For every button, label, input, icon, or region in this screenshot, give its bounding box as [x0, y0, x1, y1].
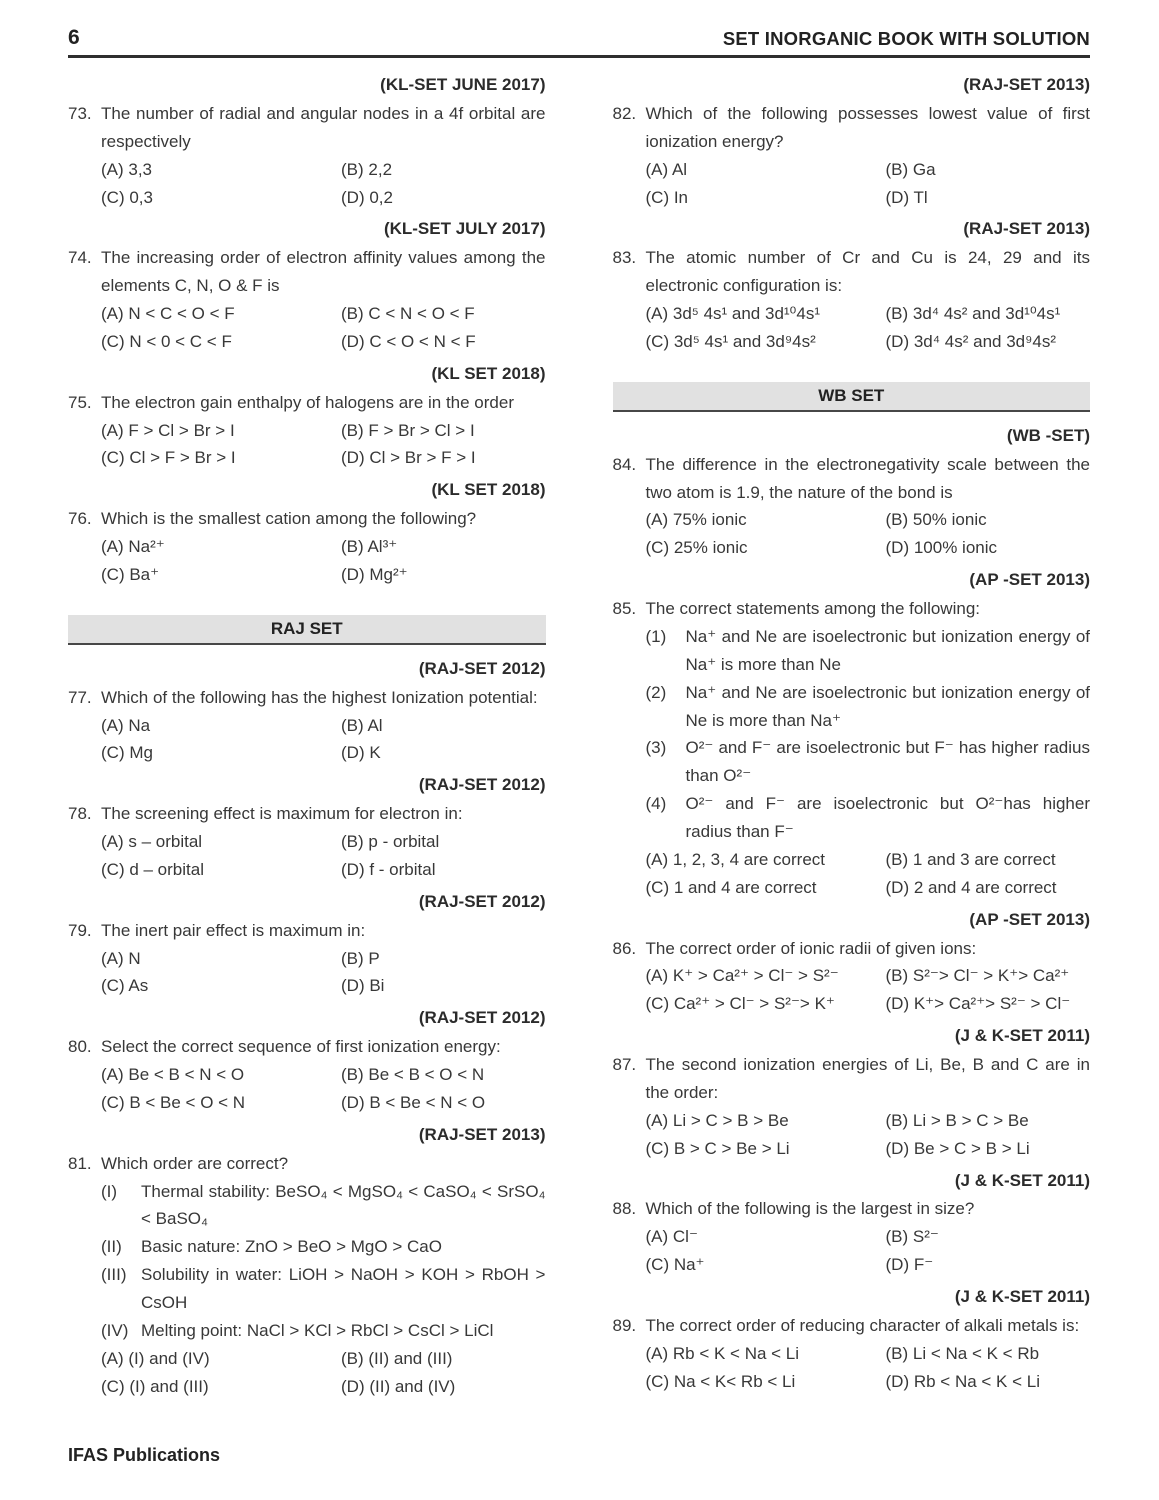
question-73	[68, 100, 546, 212]
exam-tag: (AP -SET 2013)	[969, 570, 1090, 590]
option-row	[646, 874, 1091, 902]
option-c: (C) 0,3	[101, 187, 153, 207]
exam-tag: (RAJ-SET 2012)	[418, 891, 546, 911]
option-a: (A) Rb < K < Na < Li	[645, 1343, 800, 1363]
question-text: Which of the following possesses lowest value of first ionization energy?	[645, 103, 1090, 151]
statement-text: Na⁺ and Ne are isoelectronic but ionization energy of Ne is more than Na⁺	[685, 682, 1090, 730]
option-b: (B) Al³⁺	[341, 537, 398, 556]
option-c: (C) d – orbital	[101, 859, 204, 879]
option-row	[646, 328, 1091, 356]
option-row	[646, 1135, 1091, 1163]
exam-tag: (KL SET 2018)	[431, 363, 546, 383]
question-body	[101, 684, 546, 768]
option-a: (A) Cl⁻	[645, 1227, 698, 1247]
option-a: (A) s – orbital	[101, 832, 203, 851]
exam-tag: (KL SET 2018)	[431, 480, 546, 500]
option-d: (D) Rb < Na < K < Li	[885, 1371, 1040, 1391]
question-body	[646, 935, 1091, 1019]
question-body	[101, 244, 546, 356]
option-d: (D) Mg²⁺	[341, 564, 408, 584]
question-text: The increasing order of electron affinity values among the elements C, N, O & F is	[101, 248, 546, 296]
option-b: (B) 1 and 3 are correct	[885, 849, 1056, 869]
statement-label: (II)	[101, 1237, 122, 1257]
question-text: The correct statements among the following:	[645, 599, 980, 618]
question-text: The difference in the electronegativity scale between the two atom is 1.9, the nature of the bond is	[645, 454, 1090, 502]
statement	[646, 623, 1091, 679]
option-row	[101, 828, 546, 856]
question-text: The electron gain enthalpy of halogens are in the order	[101, 392, 514, 412]
option-b: (B) 50% ionic	[885, 510, 987, 530]
option-row	[101, 1373, 546, 1401]
question-body	[101, 1033, 546, 1117]
option-a: (A) Be < B < N < O	[101, 1065, 245, 1084]
question-body	[646, 451, 1091, 563]
question-79	[68, 917, 546, 1001]
exam-tag: (KL-SET JUNE 2017)	[380, 75, 546, 94]
statement-label: (3)	[645, 738, 667, 758]
option-c: (C) 25% ionic	[645, 538, 748, 558]
statement-text: Melting point: NaCl > KCl > RbCl > CsCl > LiCl	[141, 1320, 494, 1340]
question-number: 74.	[68, 248, 92, 268]
exam-tag: (J & K-SET 2011)	[954, 1170, 1090, 1190]
question-86	[613, 935, 1091, 1019]
exam-tag: (J & K-SET 2011)	[954, 1026, 1090, 1046]
question-74	[68, 244, 546, 356]
publisher-footer: IFAS Publications	[68, 1445, 221, 1465]
section-header-label: WB SET	[818, 385, 885, 405]
option-b: (B) C < N < O < F	[341, 304, 475, 323]
option-d: (D) Be > C > B > Li	[885, 1138, 1030, 1158]
question-text: The atomic number of Cr and Cu is 24, 29 and its electronic configuration is:	[645, 248, 1090, 296]
option-row	[646, 1107, 1091, 1135]
statement-label: (4)	[645, 794, 667, 814]
question-body	[646, 1051, 1091, 1163]
option-row	[646, 990, 1091, 1018]
option-d: (D) Tl	[885, 187, 928, 207]
question-87	[613, 1051, 1091, 1163]
option-b: (B) (II) and (III)	[341, 1348, 453, 1368]
statement-label: (IV)	[101, 1320, 129, 1340]
option-d: (D) 3d⁴ 4s² and 3d⁹4s²	[885, 331, 1057, 351]
statement-text: O²⁻ and F⁻ are isoelectronic but F⁻ has higher radius than O²⁻	[685, 738, 1090, 786]
exam-tag: (RAJ-SET 2013)	[418, 1124, 546, 1144]
option-d: (D) C < O < N < F	[341, 331, 476, 351]
option-row	[646, 846, 1091, 874]
question-body	[101, 917, 546, 1001]
option-row	[101, 300, 546, 328]
option-row	[101, 1061, 546, 1089]
option-d: (D) (II) and (IV)	[341, 1376, 456, 1396]
option-row	[101, 328, 546, 356]
option-row	[646, 962, 1091, 990]
question-text: The number of radial and angular nodes in a 4f orbital are respectively	[101, 103, 546, 151]
option-c: (C) (I) and (III)	[101, 1376, 209, 1396]
option-b: (B) Li > B > C > Be	[885, 1110, 1029, 1130]
option-b: (B) Be < B < O < N	[341, 1065, 485, 1084]
statement	[101, 1317, 546, 1345]
option-row	[101, 972, 546, 1000]
option-c: (C) Na⁺	[645, 1255, 705, 1275]
question-84	[613, 451, 1091, 563]
question-text: Which is the smallest cation among the following?	[101, 509, 477, 529]
option-row	[646, 1340, 1091, 1368]
statement-text: Na⁺ and Ne are isoelectronic but ionization energy of Na⁺ is more than Ne	[685, 626, 1090, 674]
option-c: (C) Cl > F > Br > I	[101, 448, 236, 468]
column-right	[613, 70, 1091, 1405]
exam-tag: (RAJ-SET 2013)	[963, 219, 1090, 239]
option-row	[101, 184, 546, 212]
option-a: (A) (I) and (IV)	[101, 1348, 210, 1368]
option-c: (C) B < Be < O < N	[101, 1092, 246, 1112]
option-row	[101, 945, 546, 973]
statement	[646, 790, 1091, 846]
option-a: (A) Li > C > B > Be	[645, 1110, 789, 1130]
option-a: (A) 3,3	[101, 159, 153, 179]
question-number: 84.	[612, 454, 637, 474]
option-b: (B) Ga	[885, 159, 936, 179]
question-number: 73.	[68, 103, 92, 123]
question-number: 83.	[612, 248, 637, 268]
question-82	[613, 100, 1091, 212]
question-85	[613, 595, 1091, 902]
statement-label: (2)	[645, 682, 667, 702]
option-row	[101, 1089, 546, 1117]
page-header	[68, 26, 1090, 58]
statement-text: Basic nature: ZnO > BeO > MgO > CaO	[141, 1237, 442, 1257]
question-number: 89.	[612, 1315, 637, 1335]
option-a: (A) N	[101, 948, 141, 968]
option-a: (A) N < C < O < F	[101, 304, 235, 323]
option-b: (B) 3d⁴ 4s² and 3d¹⁰4s¹	[885, 304, 1061, 323]
option-b: (B) F > Br > Cl > I	[341, 420, 475, 440]
question-text: The correct order of ionic radii of given ions:	[645, 938, 977, 958]
option-c: (C) As	[101, 976, 149, 996]
option-a: (A) K⁺ > Ca²⁺ > Cl⁻ > S²⁻	[645, 966, 839, 986]
question-number: 82.	[612, 103, 637, 123]
question-83	[613, 244, 1091, 356]
option-row	[646, 506, 1091, 534]
question-body	[646, 1195, 1091, 1279]
question-text: The inert pair effect is maximum in:	[101, 920, 366, 940]
option-d: (D) Cl > Br > F > I	[341, 448, 476, 468]
option-row	[646, 534, 1091, 562]
option-d: (D) K⁺> Ca²⁺> S²⁻ > Cl⁻	[885, 994, 1071, 1014]
question-75	[68, 389, 546, 473]
option-c: (C) Ba⁺	[101, 564, 160, 584]
question-body	[101, 505, 546, 589]
question-number: 78.	[68, 804, 92, 824]
question-body	[646, 595, 1091, 902]
option-b: (B) S²⁻> Cl⁻ > K⁺> Ca²⁺	[885, 966, 1070, 986]
option-row	[101, 561, 546, 589]
option-d: (D) B < Be < N < O	[341, 1092, 486, 1112]
page-title: SET INORGANIC BOOK WITH SOLUTION	[722, 28, 1090, 49]
exam-tag: (J & K-SET 2011)	[954, 1287, 1090, 1306]
section-header	[68, 615, 546, 645]
statement	[101, 1261, 546, 1317]
question-78	[68, 800, 546, 884]
option-d: (D) K	[341, 743, 381, 763]
question-80	[68, 1033, 546, 1117]
page-number: 6	[68, 26, 80, 49]
exam-tag: (AP -SET 2013)	[969, 909, 1090, 929]
statement-label: (I)	[101, 1181, 118, 1201]
question-text: Which of the following has the highest Ionization potential:	[101, 687, 538, 707]
question-76	[68, 505, 546, 589]
option-c: (C) Ca²⁺ > Cl⁻ > S²⁻> K⁺	[645, 994, 835, 1014]
question-body	[101, 389, 546, 473]
question-body	[646, 100, 1091, 212]
statement-label: (III)	[101, 1265, 127, 1285]
question-text: The correct order of reducing character of alkali metals is:	[645, 1315, 1080, 1335]
question-number: 87.	[612, 1055, 637, 1074]
option-row	[101, 1345, 546, 1373]
option-row	[646, 300, 1091, 328]
question-number: 88.	[612, 1199, 637, 1219]
option-row	[646, 1223, 1091, 1251]
option-a: (A) 1, 2, 3, 4 are correct	[645, 849, 826, 869]
option-b: (B) 2,2	[341, 159, 393, 179]
question-number: 77.	[68, 687, 92, 707]
statement	[646, 679, 1091, 735]
exam-tag: (KL-SET JULY 2017)	[383, 219, 546, 239]
option-b: (B) p - orbital	[341, 832, 440, 851]
option-c: (C) 3d⁵ 4s¹ and 3d⁹4s²	[645, 331, 816, 351]
option-row	[101, 156, 546, 184]
question-number: 79.	[68, 920, 92, 940]
exam-tag: (RAJ-SET 2012)	[418, 1008, 546, 1028]
option-b: (B) P	[341, 948, 380, 968]
question-body	[646, 244, 1091, 356]
option-a: (A) F > Cl > Br > I	[101, 420, 235, 440]
option-row	[101, 856, 546, 884]
question-body	[101, 800, 546, 884]
statement-text: Thermal stability: BeSO₄ < MgSO₄ < CaSO₄ < SrSO₄ < BaSO₄	[141, 1181, 546, 1229]
option-d: (D) 100% ionic	[885, 538, 998, 558]
option-row	[646, 1368, 1091, 1396]
statement-text: O²⁻ and F⁻ are isoelectronic but O²⁻has higher radius than F⁻	[685, 794, 1090, 841]
question-89	[613, 1312, 1091, 1396]
question-77	[68, 684, 546, 768]
statement	[101, 1178, 546, 1234]
option-row	[646, 184, 1091, 212]
option-c: (C) B > C > Be > Li	[645, 1138, 790, 1158]
option-c: (C) N < 0 < C < F	[101, 331, 232, 351]
question-text: Which of the following is the largest in size?	[645, 1199, 975, 1219]
option-row	[101, 533, 546, 561]
question-88	[613, 1195, 1091, 1279]
option-c: (C) Na < K< Rb < Li	[645, 1371, 796, 1391]
option-d: (D) Bi	[341, 976, 385, 996]
question-number: 76.	[68, 509, 92, 529]
exam-tag: (RAJ-SET 2012)	[418, 658, 546, 678]
exam-tag: (WB -SET)	[1006, 425, 1090, 445]
question-body	[101, 1150, 546, 1401]
statement-text: Solubility in water: LiOH > NaOH > KOH > RbOH > CsOH	[141, 1265, 546, 1312]
option-b: (B) S²⁻	[885, 1227, 939, 1247]
statement-label: (1)	[645, 626, 667, 646]
question-number: 80.	[68, 1037, 92, 1057]
option-row	[101, 712, 546, 740]
option-b: (B) Li < Na < K < Rb	[885, 1343, 1040, 1363]
option-row	[646, 156, 1091, 184]
option-a: (A) Na	[101, 715, 151, 735]
option-c: (C) 1 and 4 are correct	[645, 877, 817, 897]
question-text: Which order are correct?	[101, 1153, 289, 1173]
question-body	[101, 100, 546, 212]
option-a: (A) Na²⁺	[101, 537, 165, 556]
question-number: 86.	[612, 938, 637, 958]
question-text: The screening effect is maximum for electron in:	[101, 804, 463, 824]
question-text: The second ionization energies of Li, Be, B and C are in the order:	[645, 1055, 1090, 1102]
option-c: (C) In	[645, 187, 688, 207]
option-a: (A) 3d⁵ 4s¹ and 3d¹⁰4s¹	[645, 304, 820, 323]
statement	[646, 734, 1091, 790]
option-d: (D) F⁻	[885, 1255, 934, 1275]
question-body	[646, 1312, 1091, 1396]
option-c: (C) Mg	[101, 743, 153, 763]
statement	[101, 1233, 546, 1261]
section-header	[613, 382, 1091, 412]
question-81	[68, 1150, 546, 1401]
option-row	[101, 417, 546, 445]
column-left	[68, 70, 546, 1405]
option-a: (A) 75% ionic	[645, 510, 747, 530]
option-d: (D) f - orbital	[341, 859, 436, 879]
option-d: (D) 0,2	[341, 187, 393, 207]
question-number: 75.	[68, 392, 92, 412]
question-text: Select the correct sequence of first ionization energy:	[101, 1037, 501, 1057]
option-d: (D) 2 and 4 are correct	[885, 877, 1057, 897]
question-number: 85.	[612, 599, 637, 618]
exam-tag: (RAJ-SET 2012)	[418, 775, 546, 795]
exam-tag: (RAJ-SET 2013)	[963, 75, 1090, 94]
two-column-layout	[68, 70, 1090, 1405]
option-row	[646, 1251, 1091, 1279]
option-row	[101, 444, 546, 472]
question-number: 81.	[68, 1153, 92, 1173]
option-b: (B) Al	[341, 715, 383, 735]
option-a: (A) Al	[645, 159, 688, 179]
section-header-label: RAJ SET	[270, 618, 343, 638]
option-row	[101, 739, 546, 767]
